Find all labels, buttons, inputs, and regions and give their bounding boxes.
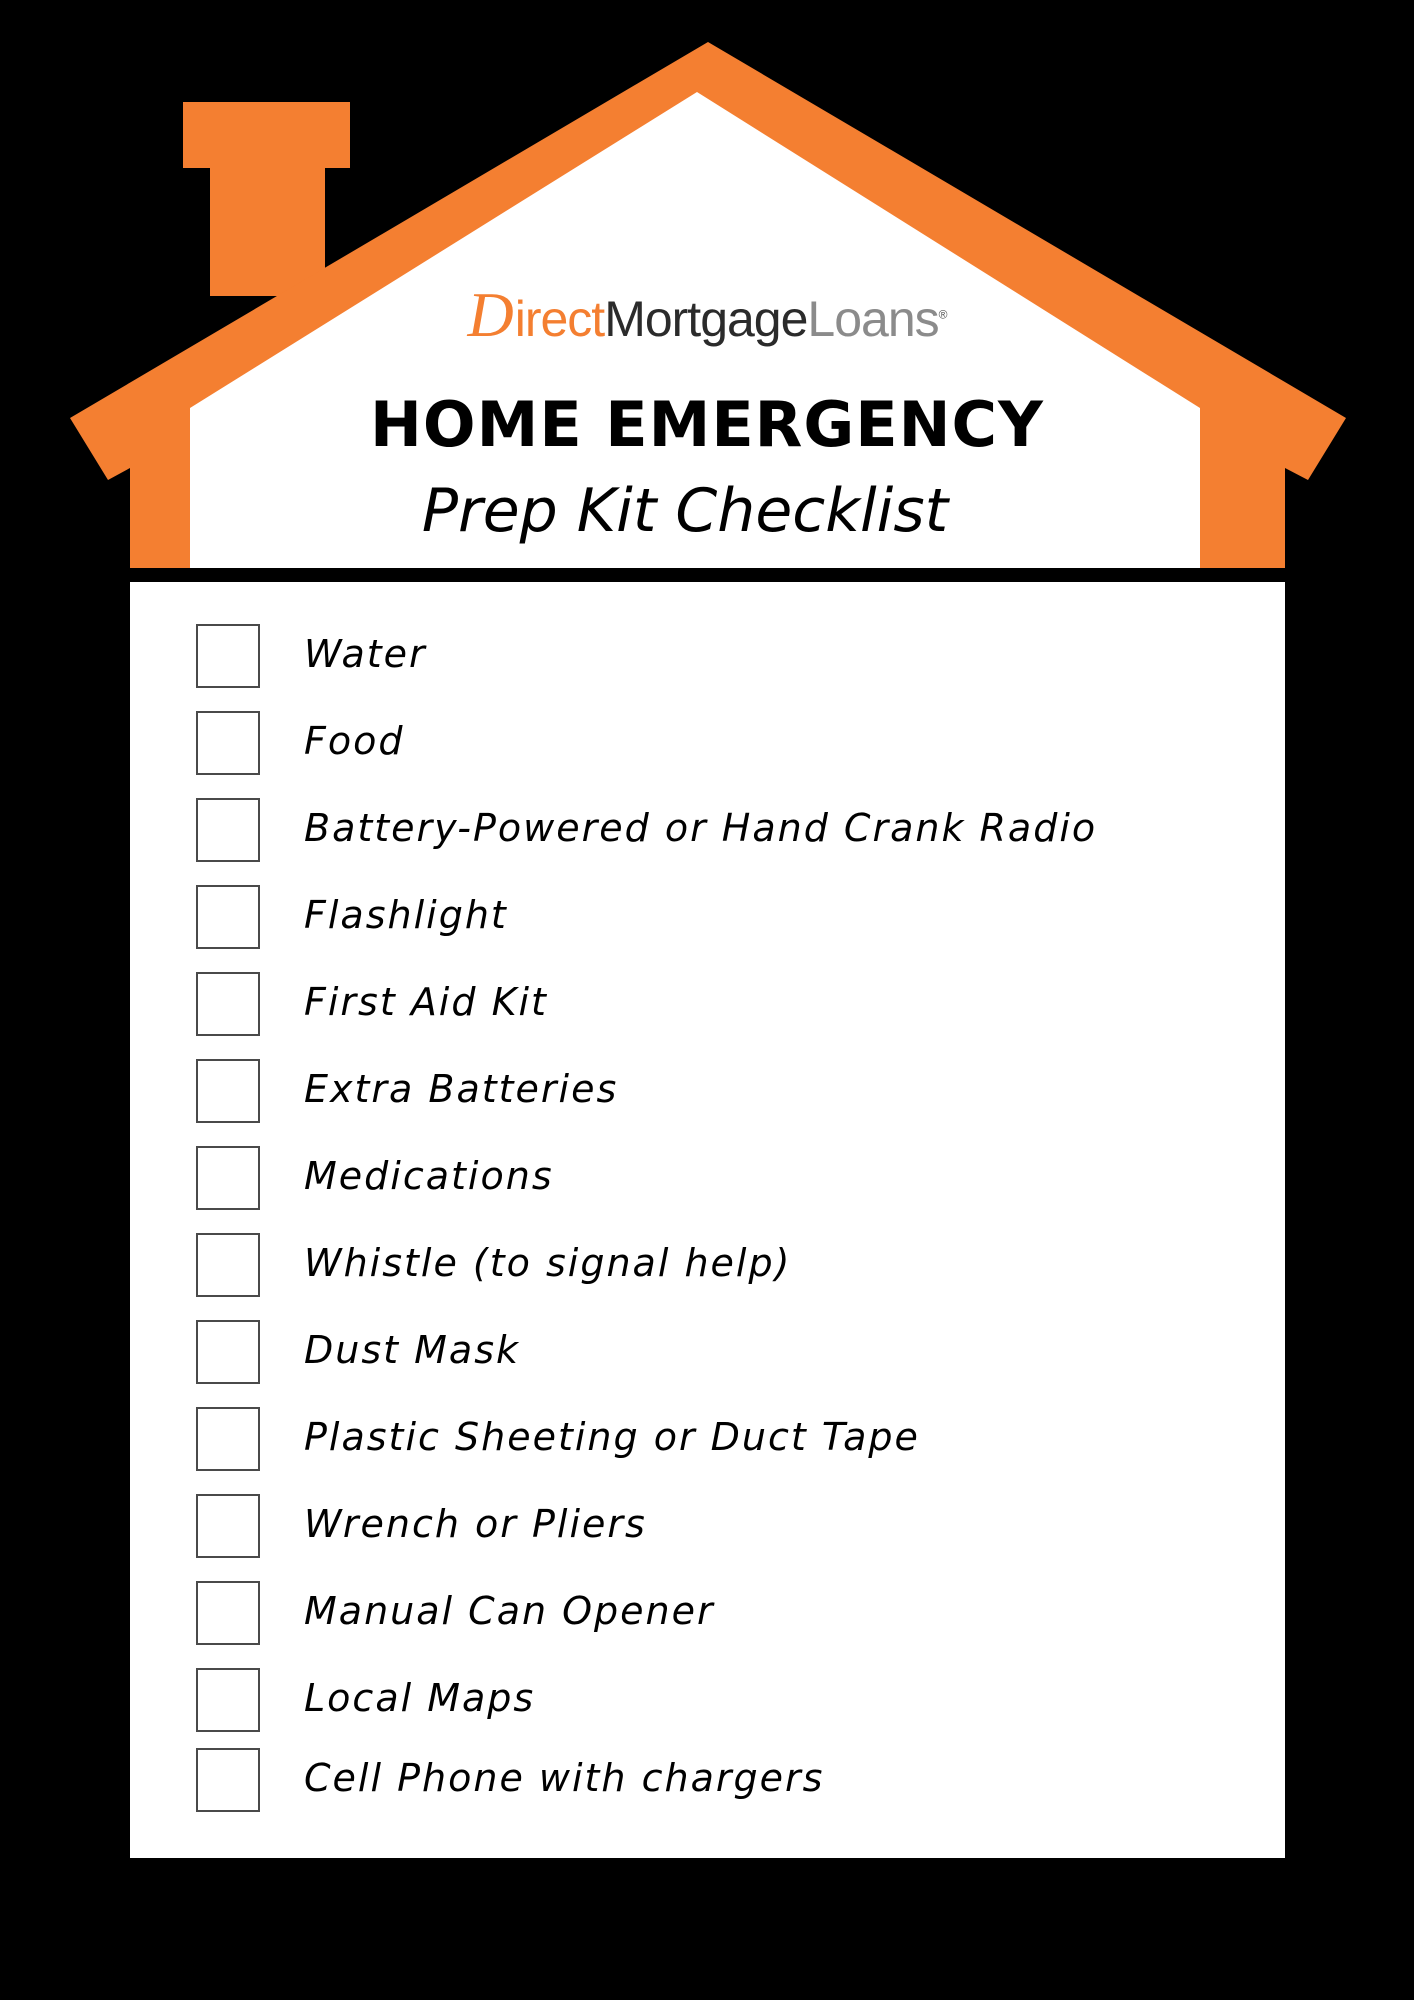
checklist-item[interactable]	[0, 972, 1414, 1042]
checkbox[interactable]	[196, 624, 260, 688]
checkbox[interactable]	[196, 1320, 260, 1384]
checklist-item[interactable]	[0, 1320, 1414, 1390]
checklist-item-label: Cell Phone with chargers	[304, 1756, 825, 1800]
checkbox[interactable]	[196, 1748, 260, 1812]
checkbox[interactable]	[196, 1146, 260, 1210]
checkbox[interactable]	[196, 711, 260, 775]
checklist-item-label: Food	[304, 719, 405, 763]
checkbox[interactable]	[196, 1059, 260, 1123]
checkbox[interactable]	[196, 972, 260, 1036]
logo-word-loans: Loans	[807, 291, 939, 347]
checklist-item[interactable]	[0, 885, 1414, 955]
checkbox[interactable]	[196, 1581, 260, 1645]
checkbox[interactable]	[196, 1494, 260, 1558]
checkbox[interactable]	[196, 1407, 260, 1471]
logo-word-mortgage: Mortgage	[604, 291, 808, 347]
checklist-item[interactable]	[0, 798, 1414, 868]
checkbox[interactable]	[196, 798, 260, 862]
checklist-item[interactable]	[0, 1668, 1414, 1738]
checklist-item-label: Local Maps	[304, 1676, 536, 1720]
checklist-item[interactable]	[0, 1494, 1414, 1564]
checkbox[interactable]	[196, 1233, 260, 1297]
checklist-item-label: Battery-Powered or Hand Crank Radio	[304, 806, 1098, 850]
checklist-item[interactable]	[0, 1407, 1414, 1477]
checkbox[interactable]	[196, 1668, 260, 1732]
checklist-item[interactable]	[0, 1581, 1414, 1651]
checklist-item-label: First Aid Kit	[304, 980, 548, 1024]
logo-letter-d: D	[467, 279, 513, 350]
page-subtitle: Prep Kit Checklist	[421, 476, 949, 546]
checklist-item[interactable]	[0, 1233, 1414, 1303]
checklist-item[interactable]	[0, 1146, 1414, 1216]
checklist-item-label: Plastic Sheeting or Duct Tape	[304, 1415, 920, 1459]
company-logo	[0, 278, 1414, 352]
checkbox[interactable]	[196, 885, 260, 949]
logo-registered-mark: ®	[938, 307, 947, 322]
checklist-item-label: Wrench or Pliers	[304, 1502, 647, 1546]
checklist-item-label: Flashlight	[304, 893, 508, 937]
checklist-item[interactable]	[0, 1748, 1414, 1818]
checklist-item-label: Extra Batteries	[304, 1067, 619, 1111]
checklist-item[interactable]	[0, 1059, 1414, 1129]
chimney	[183, 102, 350, 296]
checklist-item-label: Manual Can Opener	[304, 1589, 715, 1633]
page-title: HOME EMERGENCY	[370, 388, 1044, 461]
checklist-item-label: Medications	[304, 1154, 554, 1198]
logo-word-irect: irect	[514, 291, 605, 347]
checklist-item[interactable]	[0, 711, 1414, 781]
checklist-item[interactable]	[0, 624, 1414, 694]
checklist-item-label: Whistle (to signal help)	[304, 1241, 792, 1285]
checklist-item-label: Dust Mask	[304, 1328, 520, 1372]
checklist-item-label: Water	[304, 632, 427, 676]
